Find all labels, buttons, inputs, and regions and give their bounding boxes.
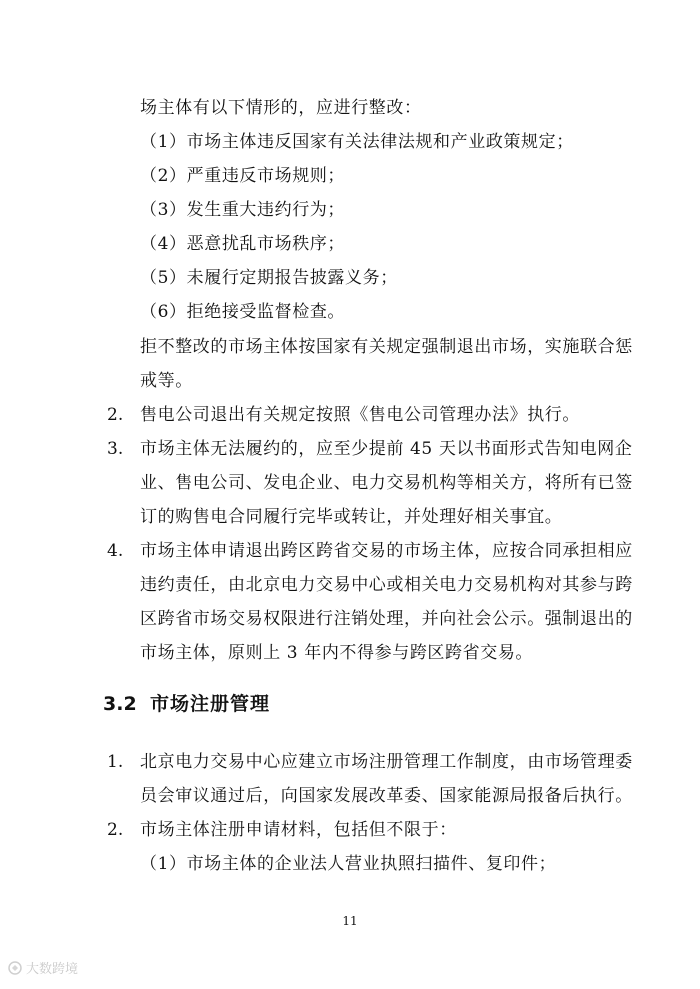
list-item: （3）发生重大违约行为； [140, 200, 346, 220]
paragraph-line: 拒不整改的市场主体按国家有关规定强制退出市场，实施联合惩 [140, 337, 633, 357]
item-number: 4. [107, 541, 124, 561]
paragraph-line: 售电公司退出有关规定按照《售电公司管理办法》执行。 [140, 405, 580, 425]
item-number: 2. [107, 820, 124, 840]
paragraph-line: 区跨省市场交易权限进行注销处理，并向社会公示。强制退出的 [140, 609, 633, 629]
item-number: 2. [107, 405, 124, 425]
paragraph-line: 市场主体申请退出跨区跨省交易的市场主体，应按合同承担相应 [140, 541, 633, 561]
paragraph-line: 市场主体注册申请材料，包括但不限于： [140, 820, 457, 840]
sub-list-item: （1）市场主体的企业法人营业执照扫描件、复印件； [140, 854, 557, 874]
list-item: （2）严重违反市场规则； [140, 166, 346, 186]
paragraph-line: 员会审议通过后，向国家发展改革委、国家能源局报备后执行。 [140, 786, 633, 806]
item-number: 1. [107, 752, 124, 772]
watermark [8, 958, 78, 977]
watermark-logo-icon [8, 961, 22, 975]
section-title: 市场注册管理 [150, 693, 271, 715]
paragraph-line: 违约责任，由北京电力交易中心或相关电力交易机构对其参与跨 [140, 575, 633, 595]
list-item: （1）市场主体违反国家有关法律法规和产业政策规定； [140, 132, 574, 152]
paragraph-line: 北京电力交易中心应建立市场注册管理工作制度，由市场管理委 [140, 752, 633, 772]
item-number: 3. [107, 439, 124, 459]
list-item: （6）拒绝接受监督检查。 [140, 302, 346, 322]
intro-line: 场主体有以下情形的，应进行整改： [140, 98, 422, 118]
page-number: 11 [342, 914, 358, 928]
paragraph-line: 戒等。 [140, 371, 193, 391]
list-item: （4）恶意扰乱市场秩序； [140, 234, 346, 254]
section-number: 3.2 [103, 693, 137, 715]
paragraph-line: 业、售电公司、发电企业、电力交易机构等相关方，将所有已签 [140, 473, 633, 493]
paragraph-line: 市场主体，原则上 3 年内不得参与跨区跨省交易。 [140, 643, 534, 663]
paragraph-line: 订的购售电合同履行完毕或转让，并处理好相关事宜。 [140, 507, 563, 527]
paragraph-line: 市场主体无法履约的，应至少提前 45 天以书面形式告知电网企 [140, 439, 633, 459]
watermark-text: 大数跨境 [26, 962, 79, 977]
list-item: （5）未履行定期报告披露义务； [140, 268, 398, 288]
